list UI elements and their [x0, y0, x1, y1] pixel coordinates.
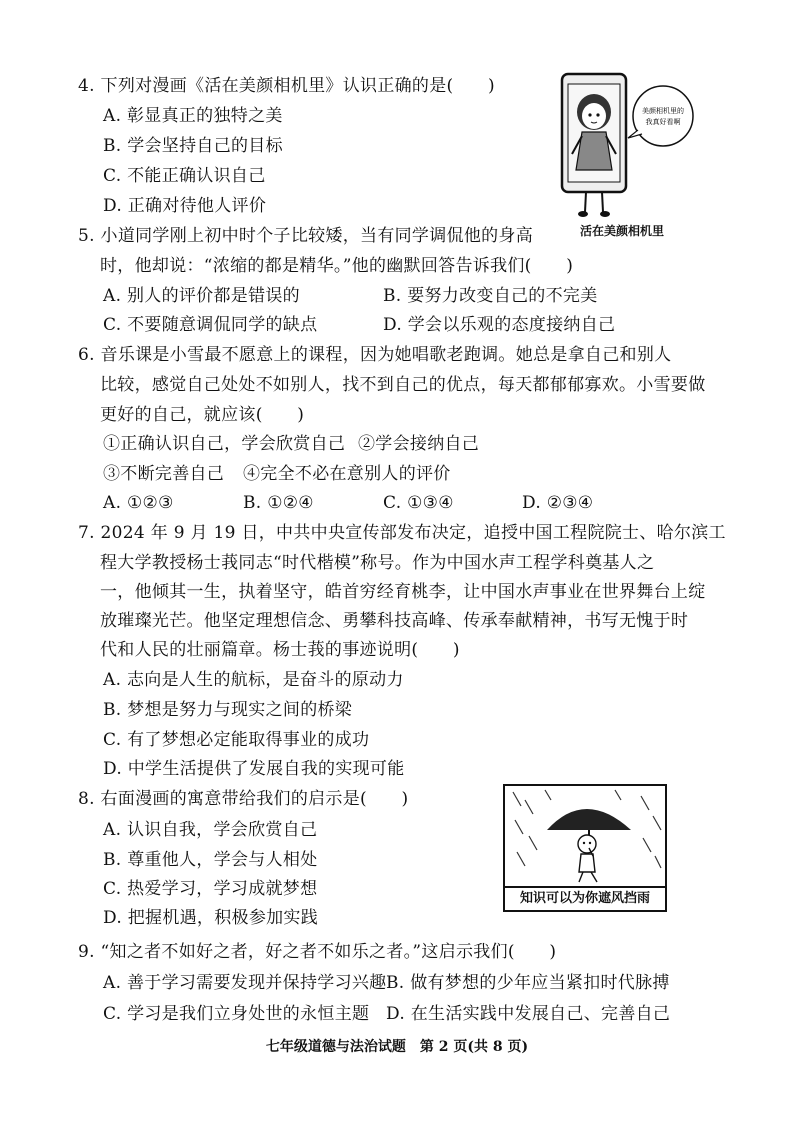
q4-option-a: A. 彰显真正的独特之美 — [103, 106, 283, 126]
q6-option-d: D. ②③④ — [522, 493, 594, 513]
q5-option-a: A. 别人的评价都是错误的 — [103, 286, 300, 306]
beauty-camera-cartoon — [548, 66, 698, 236]
q6-option-c: C. ①③④ — [383, 493, 454, 513]
cartoon-illustration — [548, 66, 698, 226]
q7-stem-line-3: 一，他倾其一生，执着坚守，皓首穷经育桃李，让中国水声事业在世界舞台上绽 — [100, 582, 706, 602]
q9-option-a: A. 善于学习需要发现并保持学习兴趣 — [103, 973, 387, 993]
bubble-line-2: 我真好看啊 — [645, 118, 681, 126]
q9-option-c: C. 学习是我们立身处世的永恒主题 — [103, 1004, 370, 1024]
q5-stem-line-1: 5. 小道同学刚上初中时个子比较矮，当有同学调侃他的身高 — [78, 226, 534, 246]
bubble-line-1: 美颜相机里的 — [642, 107, 684, 115]
q5-stem-line-2: 时，他却说：“浓缩的都是精华。”他的幽默回答告诉我们( ) — [100, 256, 574, 276]
q8-option-c: C. 热爱学习，学习成就梦想 — [103, 879, 318, 899]
q5-option-b: B. 要努力改变自己的不完美 — [383, 286, 598, 306]
umbrella-cartoon — [503, 784, 667, 912]
q4-option-d: D. 正确对待他人评价 — [103, 196, 267, 216]
page-footer: 七年级道德与法治试题 第 2 页(共 8 页) — [265, 1039, 529, 1055]
q7-option-c: C. 有了梦想必定能取得事业的成功 — [103, 730, 370, 750]
q9-option-b: B. 做有梦想的少年应当紧扣时代脉搏 — [386, 973, 670, 993]
q6-stem-line-1: 6. 音乐课是小雪最不愿意上的课程，因为她唱歌老跑调。她总是拿自己和别人 — [78, 345, 672, 365]
q8-stem: 8. 右面漫画的寓意带给我们的启示是( ) — [78, 789, 409, 809]
q4-stem: 4. 下列对漫画《活在美颜相机里》认识正确的是( ) — [78, 76, 495, 96]
q7-stem-line-1: 7. 2024 年 9 月 19 日，中共中央宣传部发布决定，追授中国工程院院士、哈尔滨工 — [78, 523, 726, 543]
q7-stem-line-5: 代和人民的壮丽篇章。杨士莪的事迹说明( ) — [100, 640, 460, 660]
q8-option-a: A. 认识自我，学会欣赏自己 — [103, 820, 318, 840]
cartoon-illustration — [505, 786, 665, 886]
q7-option-b: B. 梦想是努力与现实之间的桥梁 — [103, 700, 353, 720]
q6-stem-line-2: 比较，感觉自己处处不如别人，找不到自己的优点，每天都郁郁寡欢。小雪要做 — [100, 375, 706, 395]
q6-option-b: B. ①②④ — [243, 493, 314, 513]
q6-stem-line-3: 更好的自己，就应该( ) — [100, 405, 305, 425]
q7-option-d: D. 中学生活提供了发展自我的实现可能 — [103, 759, 405, 779]
q9-stem: 9. “知之者不如好之者，好之者不如乐之者。”这启示我们( ) — [78, 942, 557, 962]
q7-stem-line-4: 放璀璨光芒。他坚定理想信念、勇攀科技高峰、传承奉献精神，书写无愧于时 — [100, 611, 689, 631]
q5-option-d: D. 学会以乐观的态度接纳自己 — [383, 315, 616, 335]
q6-item-3: ③不断完善自己 — [103, 464, 225, 484]
q6-item-4: ④完全不必在意别人的评价 — [243, 464, 451, 484]
q6-item-1: ①正确认识自己，学会欣赏自己 — [103, 434, 346, 454]
q9-option-d: D. 在生活实践中发展自己、完善自己 — [386, 1004, 671, 1024]
q8-option-d: D. 把握机遇，积极参加实践 — [103, 908, 319, 928]
q7-option-a: A. 志向是人生的航标，是奋斗的原动力 — [103, 670, 404, 690]
q6-item-2: ②学会接纳自己 — [358, 434, 480, 454]
q8-option-b: B. 尊重他人，学会与人相处 — [103, 850, 318, 870]
q5-option-c: C. 不要随意调侃同学的缺点 — [103, 315, 318, 335]
q6-option-a: A. ①②③ — [103, 493, 174, 513]
q4-option-c: C. 不能正确认识自己 — [103, 166, 266, 186]
q4-option-b: B. 学会坚持自己的目标 — [103, 136, 283, 156]
q4-figure-caption: 活在美颜相机里 — [580, 224, 665, 238]
q7-stem-line-2: 程大学教授杨士莪同志“时代楷模”称号。作为中国水声工程学科奠基人之 — [100, 553, 655, 573]
q8-figure-caption: 知识可以为你遮风挡雨 — [505, 886, 665, 910]
